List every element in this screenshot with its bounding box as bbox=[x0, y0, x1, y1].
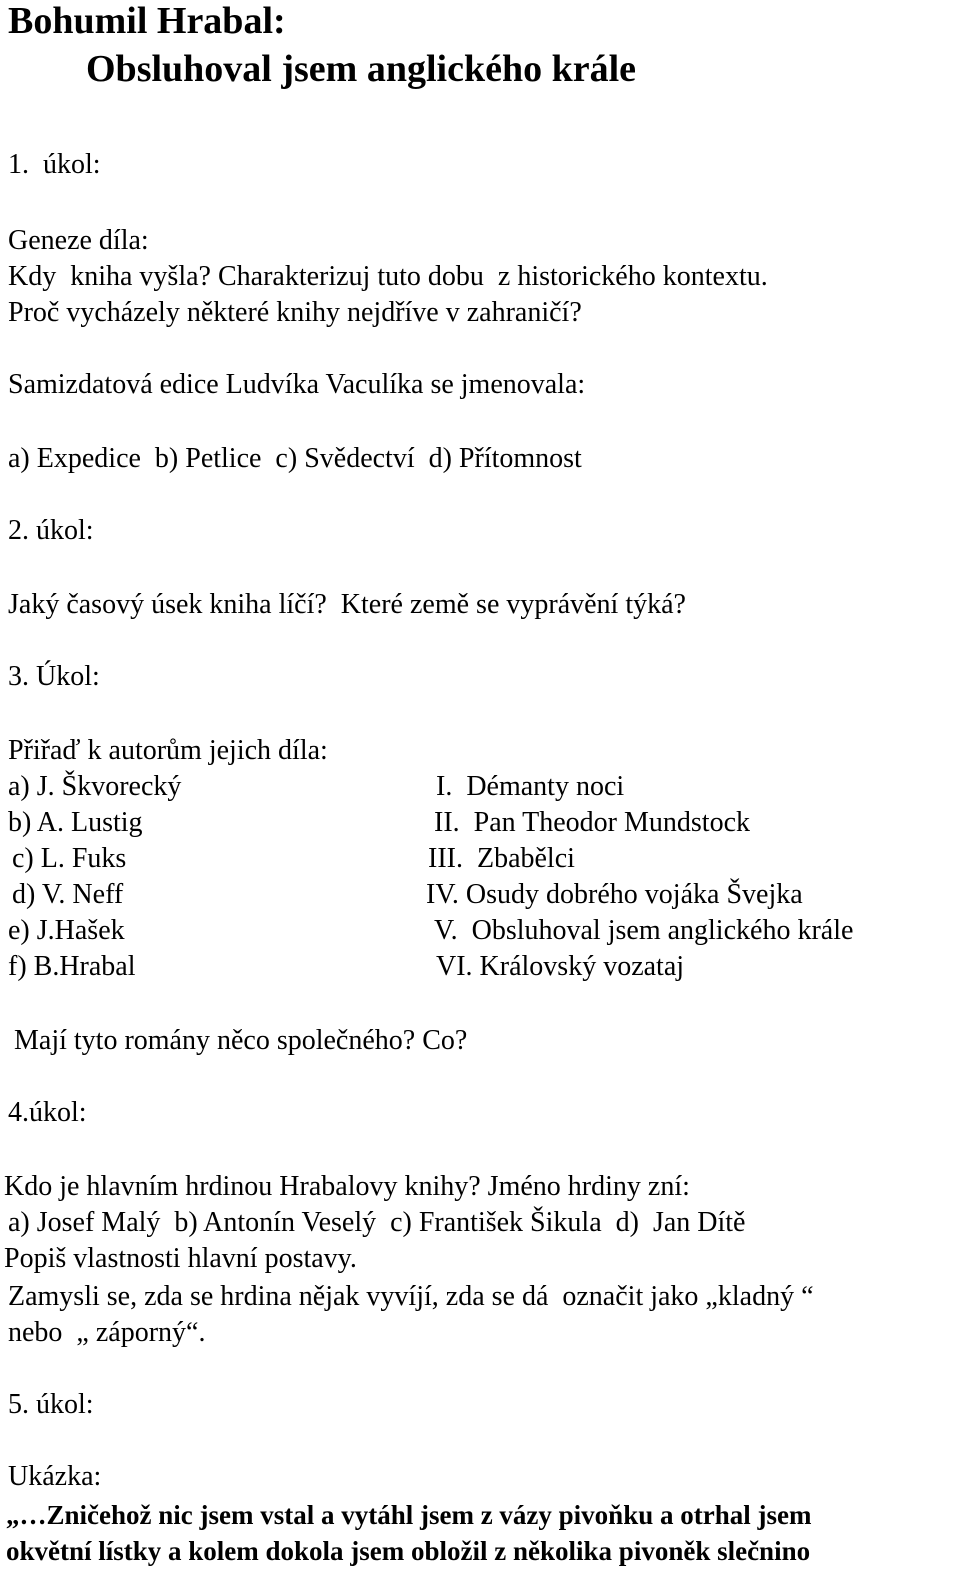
work-item: I. Démanty noci bbox=[436, 771, 625, 802]
task4-describe: Popiš vlastnosti hlavní postavy. bbox=[4, 1243, 357, 1274]
task4-question: Kdo je hlavním hrdinou Hrabalovy knihy? Jméno hrdiny zní: bbox=[4, 1171, 690, 1202]
task4-reflect-2: nebo „ záporný“. bbox=[8, 1317, 206, 1348]
author-item: c) L. Fuks bbox=[12, 843, 127, 874]
task3-question: Mají tyto romány něco společného? Co? bbox=[14, 1025, 468, 1056]
task4-heading: 4.úkol: bbox=[8, 1097, 87, 1128]
work-item: VI. Královský vozataj bbox=[436, 951, 685, 982]
task1-question-1: Kdy kniha vyšla? Charakterizuj tuto dobu z historického kontextu. bbox=[8, 261, 768, 292]
task3-instruction: Přiřaď k autorům jejich díla: bbox=[8, 735, 328, 766]
task2-question: Jaký časový úsek kniha líčí? Které země se vyprávění týká? bbox=[8, 589, 686, 620]
task1-question-3: Samizdatová edice Ludvíka Vaculíka se jmenovala: bbox=[8, 369, 586, 400]
task4-options: a) Josef Malý b) Antonín Veselý c) František Šikula d) Jan Dítě bbox=[8, 1207, 746, 1238]
task2-heading: 2. úkol: bbox=[8, 515, 94, 546]
work-item: V. Obsluhoval jsem anglického krále bbox=[434, 915, 854, 946]
author-item: f) B.Hrabal bbox=[8, 951, 136, 982]
author-item: d) V. Neff bbox=[12, 879, 124, 910]
author-item: a) J. Škvorecký bbox=[8, 771, 182, 802]
excerpt-line-1: „…Zničehož nic jsem vstal a vytáhl jsem z vázy pivoňku a otrhal jsem bbox=[6, 1500, 812, 1530]
sample-label: Ukázka: bbox=[8, 1461, 102, 1492]
book-title: Obsluhoval jsem anglického krále bbox=[86, 48, 636, 90]
author-heading: Bohumil Hrabal: bbox=[8, 0, 286, 42]
task1-options: a) Expedice b) Petlice c) Svědectví d) Přítomnost bbox=[8, 443, 582, 474]
task1-heading: 1. úkol: bbox=[8, 149, 101, 180]
work-item: II. Pan Theodor Mundstock bbox=[434, 807, 750, 838]
task1-subheading: Geneze díla: bbox=[8, 225, 149, 256]
task4-reflect-1: Zamysli se, zda se hrdina nějak vyvíjí, zda se dá označit jako „kladný “ bbox=[8, 1281, 814, 1312]
task5-heading: 5. úkol: bbox=[8, 1389, 94, 1420]
excerpt-line-2: okvětní lístky a kolem dokola jsem obložil z několika pivoněk slečnino bbox=[6, 1536, 811, 1566]
author-item: e) J.Hašek bbox=[8, 915, 125, 946]
author-item: b) A. Lustig bbox=[8, 807, 143, 838]
work-item: III. Zbabělci bbox=[428, 843, 575, 874]
work-item: IV. Osudy dobrého vojáka Švejka bbox=[426, 879, 803, 910]
task1-question-2: Proč vycházely některé knihy nejdříve v zahraničí? bbox=[8, 297, 582, 328]
task3-heading: 3. Úkol: bbox=[8, 661, 100, 692]
